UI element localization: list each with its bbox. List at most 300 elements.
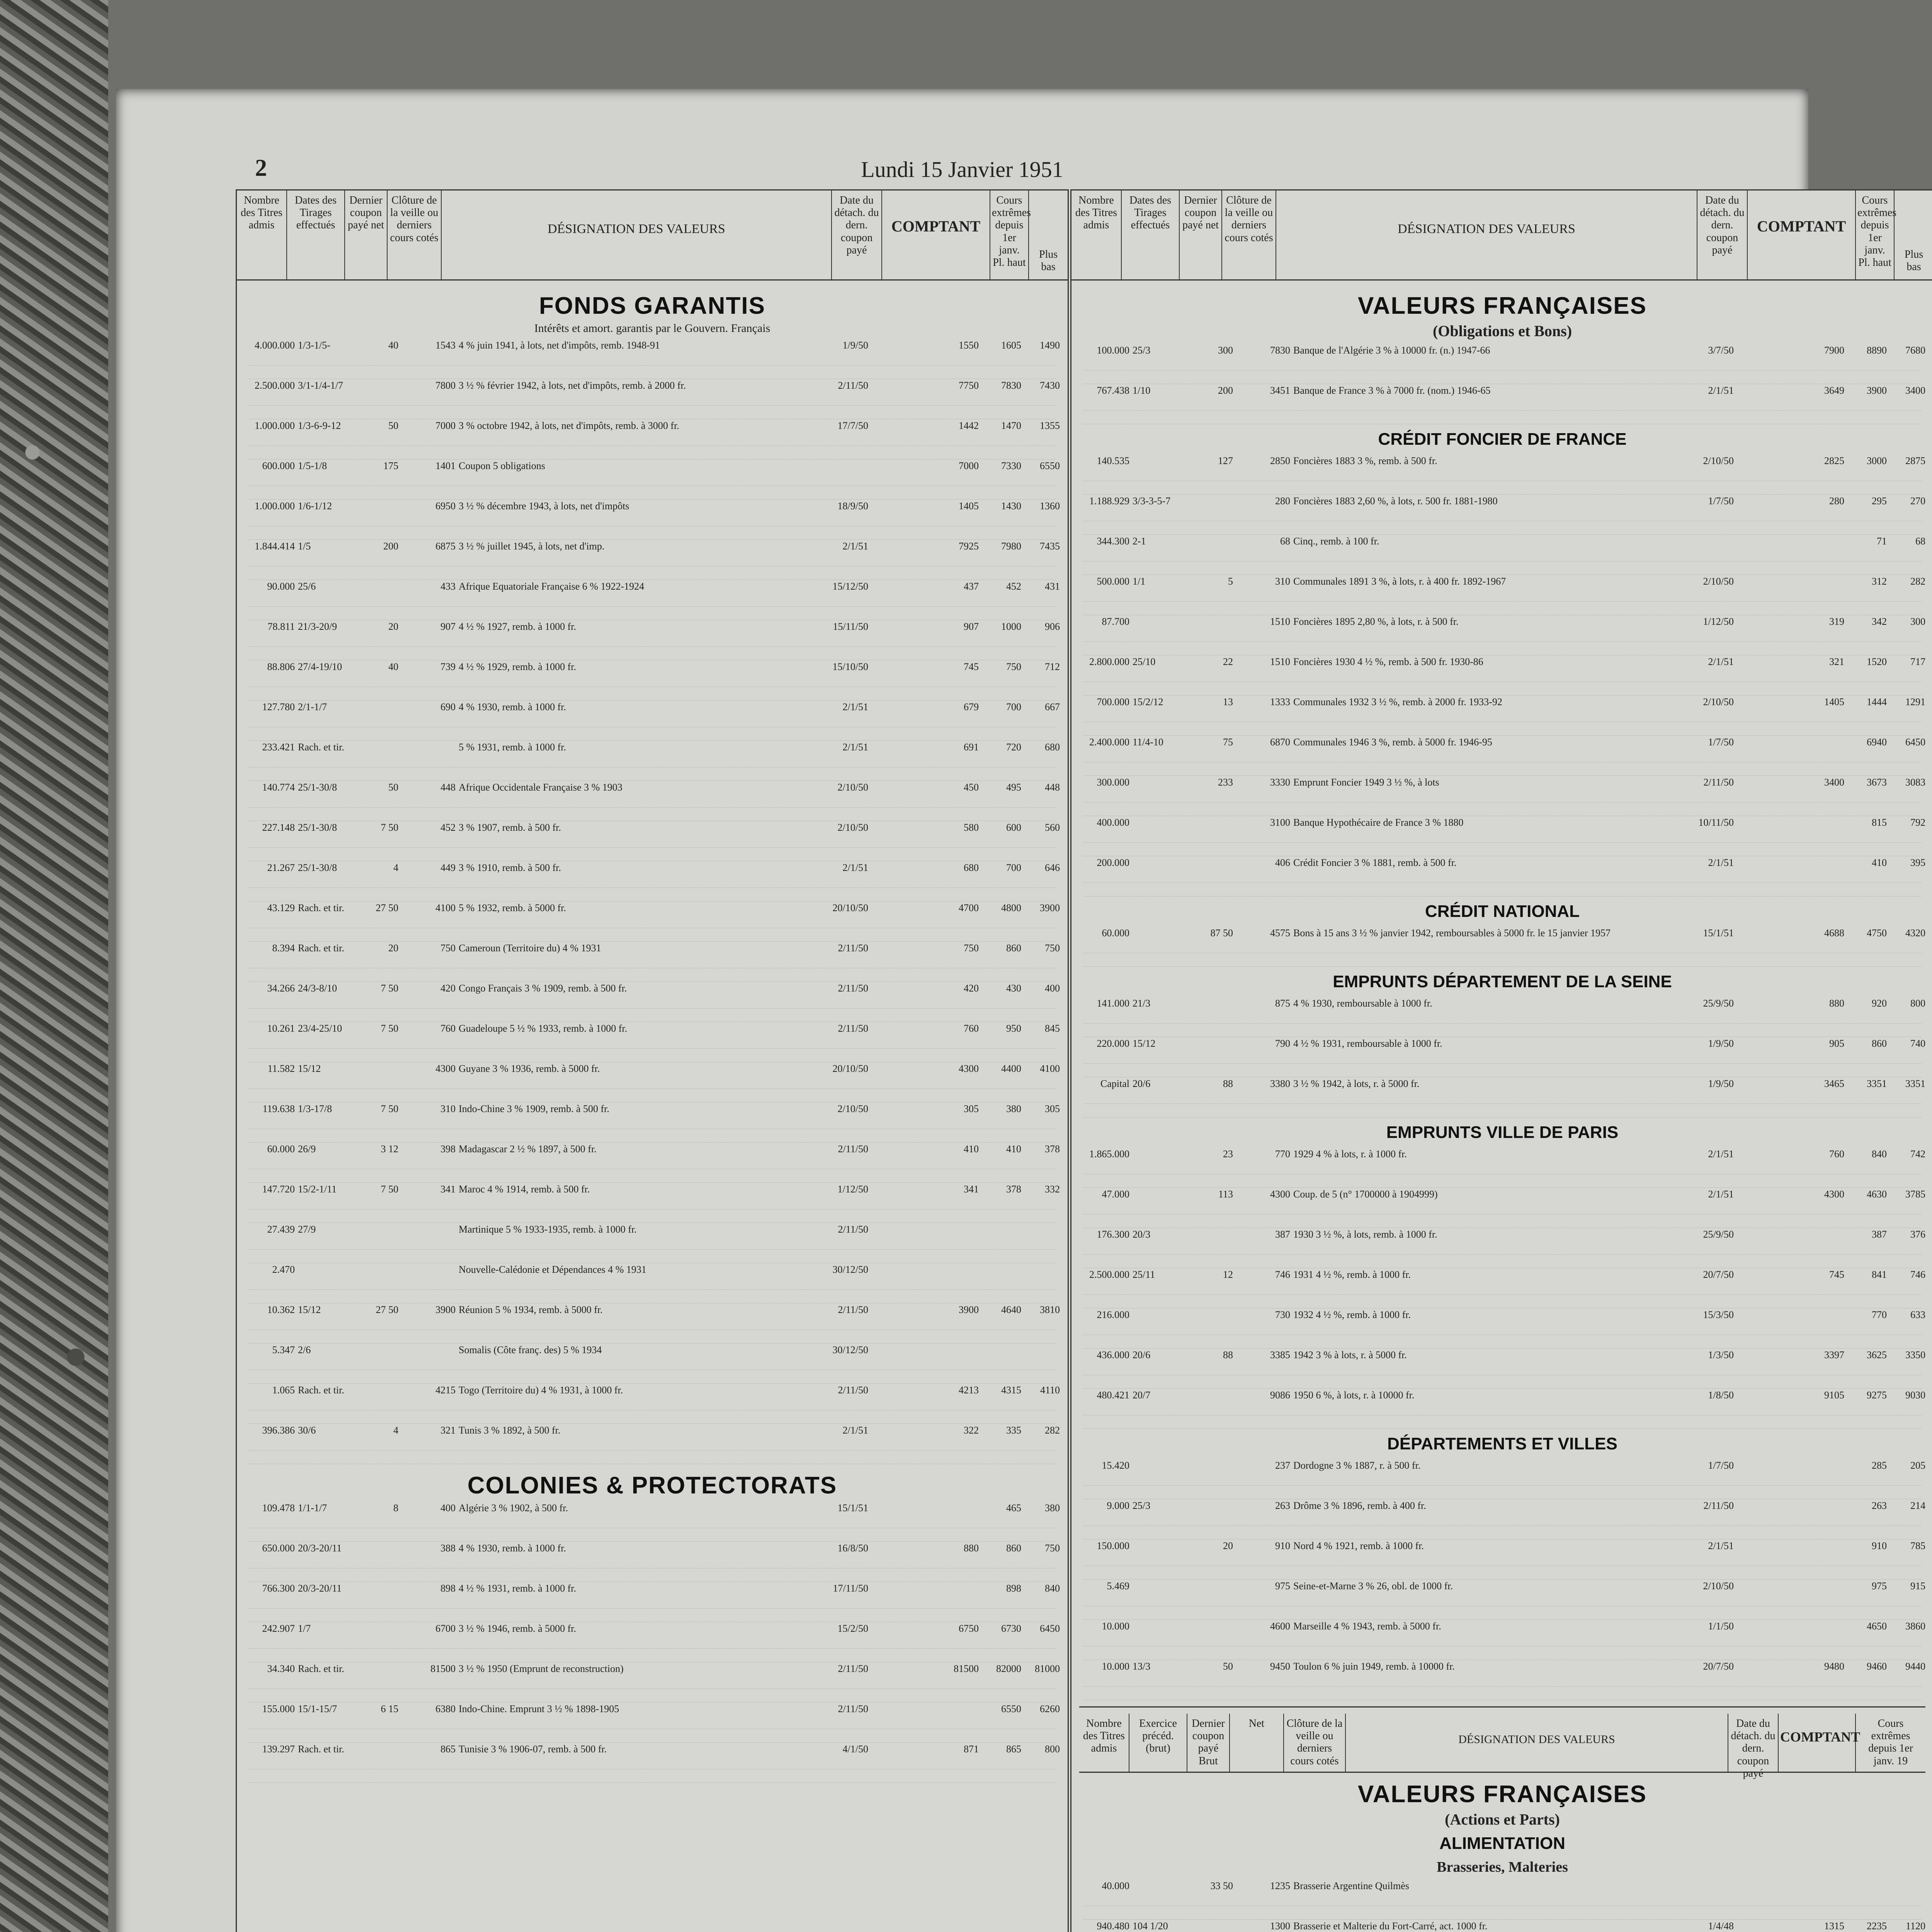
table-cell: 1/1-1/7 [298, 1502, 327, 1514]
header-date-detach: Date du détach. du dern. coupon payé [832, 190, 882, 279]
table-cell: 452 [1006, 581, 1021, 592]
table-cell [1736, 1879, 1848, 1893]
table-cell: 2/11/50 [838, 1703, 868, 1714]
table-cell: 50 [388, 782, 398, 793]
section-valeurs-francaises-act-sub: (Actions et Parts) [1445, 1811, 1560, 1828]
table-cell: 6870 [1270, 736, 1290, 748]
table-cell: 15/2/50 [837, 1623, 868, 1634]
table-cell: 436.000 [1097, 1349, 1129, 1361]
table-cell: 2/1/51 [1708, 1540, 1734, 1551]
table-cell: 388 [440, 1543, 456, 1554]
table-cell: 9.000 [1107, 1500, 1129, 1511]
table-cell [1736, 1539, 1848, 1553]
filler-line [248, 633, 1056, 647]
table-cell: 4300 [435, 1063, 456, 1074]
table-cell: 25/6 [298, 581, 316, 592]
table-cell: 1120 [1905, 1920, 1925, 1932]
table-cell [356, 1582, 401, 1595]
table-cell: 865 [440, 1743, 456, 1755]
filler-line [1083, 1241, 1922, 1255]
table-row [245, 1062, 1060, 1075]
table-cell: 730 [1275, 1309, 1290, 1320]
table-cell: 2-1 [1133, 536, 1146, 547]
table-cell: 113 [1218, 1189, 1233, 1200]
table-row [1079, 696, 1925, 709]
table-cell: 220.000 [1097, 1038, 1129, 1049]
table-row [245, 1743, 1060, 1756]
table-cell: 4800 [1001, 902, 1021, 913]
page-header [116, 89, 1808, 182]
filler-line [248, 714, 1056, 727]
table-cell: 3900 [959, 1304, 979, 1315]
table-cell: 1470 [1001, 420, 1021, 431]
table-cell: Communales 1932 3 ½ %, remb. à 2000 fr. 1933-92 [1293, 696, 1502, 707]
filler-line [1083, 1024, 1922, 1037]
filler-line [1083, 508, 1922, 521]
filler-line [1083, 803, 1922, 816]
table-cell: 2/1/51 [842, 541, 868, 552]
table-cell: 600 [1006, 822, 1021, 833]
table-cell: 680 [964, 862, 979, 873]
table-cell: 396.386 [262, 1425, 295, 1436]
table-cell: 310 [440, 1103, 456, 1114]
table-cell [1190, 1620, 1236, 1633]
table-cell: 905 [1829, 1038, 1844, 1049]
filler-line [1083, 1633, 1922, 1646]
table-cell: 1405 [959, 500, 979, 512]
table-cell: 3083 [1905, 777, 1925, 788]
table-cell: 1930 3 ½ %, à lots, remb. à 1000 fr. [1293, 1229, 1437, 1240]
filler-line [1083, 843, 1922, 856]
header-nombre-titres: Nombre des Titres admis [1071, 190, 1122, 279]
table-cell: 4 ½ % 1929, remb. à 1000 fr. [459, 661, 577, 672]
filler-line [1083, 789, 1922, 803]
table-row [1079, 736, 1925, 749]
table-cell: 1942 3 % à lots, r. à 5000 fr. [1293, 1349, 1407, 1361]
filler-line [1083, 1906, 1922, 1920]
table-cell: 2/11/50 [838, 1663, 868, 1674]
table-cell: 2/1/51 [1708, 1148, 1734, 1160]
table-cell [1190, 1920, 1236, 1932]
table-cell: 1.000.000 [255, 500, 295, 512]
table-cell: 3649 [1824, 385, 1844, 396]
table-cell: Toulon 6 % juin 1949, remb. à 10000 fr. [1293, 1661, 1455, 1672]
table-cell: 880 [964, 1543, 979, 1554]
table-cell: 34.340 [267, 1663, 295, 1674]
table-cell: 1.065 [272, 1384, 295, 1396]
table-cell: Emprunt Foncier 1949 3 ½ %, à lots [1293, 777, 1439, 788]
table-cell: 17/7/50 [837, 420, 868, 431]
filler-line [248, 1568, 1056, 1582]
table-row [1079, 1499, 1925, 1512]
rows-obligations [1079, 344, 1925, 424]
table-cell: 420 [964, 983, 979, 994]
table-cell: 7680 [1905, 345, 1925, 356]
table-cell: 1/3-6-9-12 [298, 420, 341, 431]
table-cell [1133, 1148, 1190, 1161]
table-cell [871, 1344, 983, 1357]
table-cell [1736, 816, 1848, 829]
table-cell [1133, 776, 1190, 789]
table-cell: 680 [1045, 742, 1060, 753]
header-pl-haut: Cours extrêmes depuis 1er janv. Pl. haut [1856, 190, 1895, 279]
table-cell: Guadeloupe 5 ½ % 1933, remb. à 1000 fr. [459, 1023, 628, 1034]
actions-table-header [1079, 1714, 1925, 1779]
filler-line [1083, 397, 1922, 411]
table-cell: 4100 [435, 902, 456, 913]
table-cell [1133, 454, 1190, 468]
table-cell: Rach. et tir. [298, 902, 344, 913]
filler-line [248, 1250, 1056, 1263]
table-cell: 410 [1872, 857, 1887, 868]
table-cell: 15/3/50 [1703, 1309, 1734, 1320]
table-row [245, 861, 1060, 874]
table-cell: 21.267 [267, 862, 295, 873]
table-row [245, 1263, 1060, 1276]
filler-line [1083, 561, 1922, 575]
filler-line [1083, 1255, 1922, 1268]
table-cell: 30/12/50 [832, 1264, 868, 1275]
table-cell [1190, 1580, 1236, 1593]
table-cell: 1/3-17/8 [298, 1103, 332, 1114]
section-valeurs-francaises-obl-sub: (Obligations et Bons) [1432, 322, 1572, 340]
table-cell: 8890 [1867, 345, 1887, 356]
table-cell: 1520 [1867, 656, 1887, 667]
table-cell: Rach. et tir. [298, 742, 344, 753]
filler-line [248, 432, 1056, 446]
table-cell: 3 % 1910, remb. à 500 fr. [459, 862, 561, 873]
header-designation: DÉSIGNATION DES VALEURS [1276, 190, 1697, 279]
table-cell: 9450 [1270, 1661, 1290, 1672]
table-cell [356, 1743, 401, 1756]
table-cell: 2/11/50 [838, 1023, 868, 1034]
table-cell [983, 1223, 1021, 1236]
table-cell: 20/7 [1133, 1389, 1151, 1401]
filler-line [1083, 953, 1922, 967]
filler-line [248, 446, 1056, 459]
filler-line [248, 995, 1056, 1009]
filler-line [1083, 1281, 1922, 1295]
table-cell: 2/1/51 [842, 1425, 868, 1436]
table-cell: 15/11/50 [833, 621, 868, 632]
table-cell: 431 [1045, 581, 1060, 592]
table-cell: Coup. de 5 (n° 1700000 à 1904999) [1293, 1189, 1438, 1200]
table-cell: 750 [964, 942, 979, 954]
table-cell [1190, 1459, 1236, 1472]
table-cell: 2/1/51 [1708, 656, 1734, 667]
table-cell [871, 1502, 983, 1515]
table-cell: 433 [440, 581, 456, 592]
table-cell: 3385 [1270, 1349, 1290, 1361]
table-row [245, 901, 1060, 915]
filler-line [1083, 1606, 1922, 1620]
rows-credit-foncier [1079, 454, 1925, 896]
table-cell: 633 [1910, 1309, 1925, 1320]
table-cell: 60.000 [267, 1143, 295, 1155]
table-cell: 335 [1006, 1425, 1021, 1436]
table-cell: 17/11/50 [833, 1583, 868, 1594]
table-cell: Foncières 1930 4 ½ %, remb. à 500 fr. 1930-86 [1293, 656, 1483, 667]
table-cell: 10.000 [1102, 1621, 1129, 1632]
table-row [245, 781, 1060, 794]
table-cell: Coupon 5 obligations [459, 460, 545, 471]
table-cell [356, 701, 401, 714]
table-cell: 5 % 1932, remb. à 5000 fr. [459, 902, 566, 913]
table-cell [1133, 1188, 1190, 1201]
table-cell [356, 1062, 401, 1075]
table-cell [1133, 856, 1190, 869]
filler-line [248, 1290, 1056, 1303]
table-cell: 13 [1223, 696, 1233, 707]
table-row [245, 500, 1060, 513]
table-cell: 9105 [1824, 1389, 1844, 1401]
table-cell: 740 [1910, 1038, 1925, 1049]
table-cell: 140.535 [1097, 455, 1129, 466]
table-cell: 2235 [1867, 1920, 1887, 1932]
table-cell: 200 [383, 541, 398, 552]
table-cell: 840 [1872, 1148, 1887, 1160]
table-cell [1736, 1499, 1848, 1512]
table-cell [356, 741, 401, 754]
filler-line [1083, 1321, 1922, 1335]
filler-line [248, 1716, 1056, 1729]
table-row [245, 660, 1060, 673]
table-row [1079, 1879, 1925, 1893]
table-cell: 3397 [1824, 1349, 1844, 1361]
filler-line [1083, 1335, 1922, 1349]
table-cell: 907 [964, 621, 979, 632]
table-cell: 1/9/50 [1708, 1038, 1734, 1049]
filler-line [1083, 1010, 1922, 1024]
table-cell: 2.500.000 [1089, 1269, 1129, 1280]
table-cell: 1/5 [298, 541, 311, 552]
table-cell: 1/5-1/8 [298, 460, 327, 471]
header-dates-tirages: Dates des Tirages effectués [287, 190, 345, 279]
filler-line [248, 1756, 1056, 1769]
table-cell [1684, 1879, 1736, 1893]
table-cell: 81500 [954, 1663, 979, 1674]
filler-line [1083, 1415, 1922, 1429]
table-cell: 10.261 [267, 1023, 295, 1034]
filler-line [248, 1528, 1056, 1542]
table-cell: 746 [1910, 1269, 1925, 1280]
header2-net: Net [1230, 1714, 1284, 1772]
table-cell: 305 [1045, 1103, 1060, 1114]
filler-line [1083, 1553, 1922, 1566]
filler-line [248, 1370, 1056, 1384]
table-cell: 155.000 [262, 1703, 295, 1714]
filler-line [1083, 1050, 1922, 1064]
table-row [245, 580, 1060, 593]
table-cell: 22 [1223, 656, 1233, 667]
table-cell: 3/1-1/4-1/7 [298, 380, 343, 391]
table-cell: 20/7/50 [1703, 1661, 1734, 1672]
table-cell: Seine-et-Marne 3 % 26, obl. de 1000 fr. [1293, 1580, 1453, 1592]
table-row [245, 1702, 1060, 1716]
table-cell: 1/1/50 [1708, 1621, 1734, 1632]
table-cell: 4 % 1930, remb. à 1000 fr. [459, 1543, 566, 1554]
table-cell: 410 [964, 1143, 979, 1155]
header2-designation: DÉSIGNATION DES VALEURS [1346, 1714, 1728, 1772]
table-cell: 4300 [959, 1063, 979, 1074]
table-cell: 7 50 [381, 1023, 398, 1034]
filler-line [1083, 1687, 1922, 1700]
filler-line [1083, 1402, 1922, 1415]
filler-line [248, 1075, 1056, 1089]
table-cell: 20 [388, 621, 398, 632]
table-row [1079, 856, 1925, 869]
filler-line [248, 1276, 1056, 1290]
table-cell: Togo (Territoire du) 4 % 1931, à 1000 fr. [459, 1384, 623, 1396]
table-row [245, 1542, 1060, 1555]
table-cell [1736, 856, 1848, 869]
table-cell: 448 [1045, 782, 1060, 793]
filler-line [248, 808, 1056, 821]
filler-line [248, 352, 1056, 366]
table-row [1079, 927, 1925, 940]
table-cell: 3/7/50 [1708, 345, 1734, 356]
table-cell: 1/4/48 [1708, 1920, 1734, 1932]
left-table [236, 189, 1069, 1932]
table-row [245, 1424, 1060, 1437]
table-cell: 910 [1872, 1540, 1887, 1551]
table-cell: 1931 4 ½ %, remb. à 1000 fr. [1293, 1269, 1411, 1280]
table-cell [356, 580, 401, 593]
table-cell: 746 [1275, 1269, 1290, 1280]
table-cell: 27.439 [267, 1224, 295, 1235]
filler-line [248, 794, 1056, 808]
table-cell: 1/6-1/12 [298, 500, 332, 512]
header-comptant: COMPTANT [1748, 190, 1856, 279]
filler-line [248, 1689, 1056, 1702]
table-cell: 898 [1006, 1583, 1021, 1594]
table-cell [356, 1622, 401, 1635]
table-cell [1190, 1308, 1236, 1321]
table-cell: Foncières 1895 2,80 %, à lots, r. à 500 fr. [1293, 616, 1459, 627]
table-cell: 7 50 [381, 822, 398, 833]
table-cell: Brasserie Argentine Quilmès [1293, 1880, 1409, 1891]
table-cell: 1490 [1040, 340, 1060, 351]
table-cell: 845 [1045, 1023, 1060, 1034]
table-cell: 690 [440, 701, 456, 713]
table-cell: 1360 [1040, 500, 1060, 512]
filler-line [248, 1129, 1056, 1143]
table-cell: Guyane 3 % 1936, remb. à 5000 fr. [459, 1063, 600, 1074]
filler-line [1083, 371, 1922, 384]
table-cell: 237 [1275, 1460, 1290, 1471]
table-cell: 4.000.000 [255, 340, 295, 351]
table-cell: 15/12 [298, 1304, 321, 1315]
filler-line [248, 1316, 1056, 1330]
table-cell: 27 50 [376, 1304, 398, 1315]
table-row [1079, 575, 1925, 588]
table-cell: 378 [1045, 1143, 1060, 1155]
filler-line [248, 366, 1056, 379]
table-cell: 1430 [1001, 500, 1021, 512]
table-cell: Capital [1100, 1078, 1129, 1089]
table-cell: Nouvelle-Calédonie et Dépendances 4 % 1931 [459, 1264, 646, 1275]
filler-line [248, 647, 1056, 660]
table-cell: 376 [1910, 1229, 1925, 1240]
table-cell: Tunis 3 % 1892, à 500 fr. [459, 1425, 561, 1436]
table-cell: 6 15 [381, 1703, 398, 1714]
filler-line [248, 406, 1056, 419]
rows-actions [1079, 1879, 1925, 1932]
table-cell: 1/3-1/5- [298, 340, 330, 351]
table-cell: Rach. et tir. [298, 1663, 344, 1674]
table-cell: 282 [1910, 576, 1925, 587]
filler-line [248, 767, 1056, 781]
table-cell [1133, 1620, 1190, 1633]
table-cell: 766.300 [262, 1583, 295, 1594]
table-cell: 20/3 [1133, 1229, 1151, 1240]
filler-line [1083, 1201, 1922, 1214]
table-cell: 1355 [1040, 420, 1060, 431]
table-cell: 16/8/50 [837, 1543, 868, 1554]
filler-line [1083, 1472, 1922, 1486]
filler-line [248, 1515, 1056, 1528]
table-cell: 2/1/51 [842, 701, 868, 713]
filler-line [248, 687, 1056, 701]
filler-line [1083, 548, 1922, 561]
table-cell: 4400 [1001, 1063, 1021, 1074]
table-cell: 865 [1006, 1743, 1021, 1755]
table-cell: 150.000 [1097, 1540, 1129, 1551]
table-cell: 465 [1006, 1502, 1021, 1514]
table-cell: 4 [393, 1425, 398, 1436]
table-cell: 717 [1910, 656, 1925, 667]
table-cell: 20/10/50 [832, 902, 868, 913]
table-cell: 739 [440, 661, 456, 672]
filler-line [1083, 481, 1922, 495]
table-cell: 50 [1223, 1661, 1233, 1672]
filler-line [248, 1729, 1056, 1743]
table-cell: 15/2/12 [1133, 696, 1163, 707]
table-cell: Crédit Foncier 3 % 1881, remb. à 500 fr. [1293, 857, 1457, 868]
table-cell: 2/10/50 [837, 782, 868, 793]
table-cell: 50 [388, 420, 398, 431]
table-cell: 1/1 [1133, 576, 1146, 587]
table-cell [1133, 1539, 1190, 1553]
table-cell: 43.129 [267, 902, 295, 913]
table-cell [356, 1263, 401, 1276]
table-cell: 1543 [435, 340, 456, 351]
table-cell: 280 [1275, 495, 1290, 507]
table-cell: 2/11/50 [838, 1224, 868, 1235]
table-cell [983, 1344, 1021, 1357]
table-cell: 1442 [959, 420, 979, 431]
table-cell: 20/3-20/11 [298, 1543, 342, 1554]
table-cell: 400 [1045, 983, 1060, 994]
table-cell: 3810 [1040, 1304, 1060, 1315]
table-cell: 7900 [1824, 345, 1844, 356]
table-cell [1736, 1580, 1848, 1593]
table-cell: 140.774 [262, 782, 295, 793]
table-cell: 4315 [1001, 1384, 1021, 1396]
table-cell: 15/12/50 [832, 581, 868, 592]
filler-line [1083, 1486, 1922, 1499]
filler-line [248, 1330, 1056, 1344]
header2-comptant: COMPTANT [1779, 1714, 1856, 1772]
filler-line [1083, 1893, 1922, 1906]
table-cell: 400.000 [1097, 817, 1129, 828]
table-cell: 2/10/50 [1703, 576, 1734, 587]
table-row [245, 1183, 1060, 1196]
header-dates-tirages: Dates des Tirages effectués [1122, 190, 1180, 279]
table-cell: 147.720 [262, 1184, 295, 1195]
table-cell: 2/10/50 [1703, 1580, 1734, 1592]
table-cell: 1510 [1270, 656, 1290, 667]
